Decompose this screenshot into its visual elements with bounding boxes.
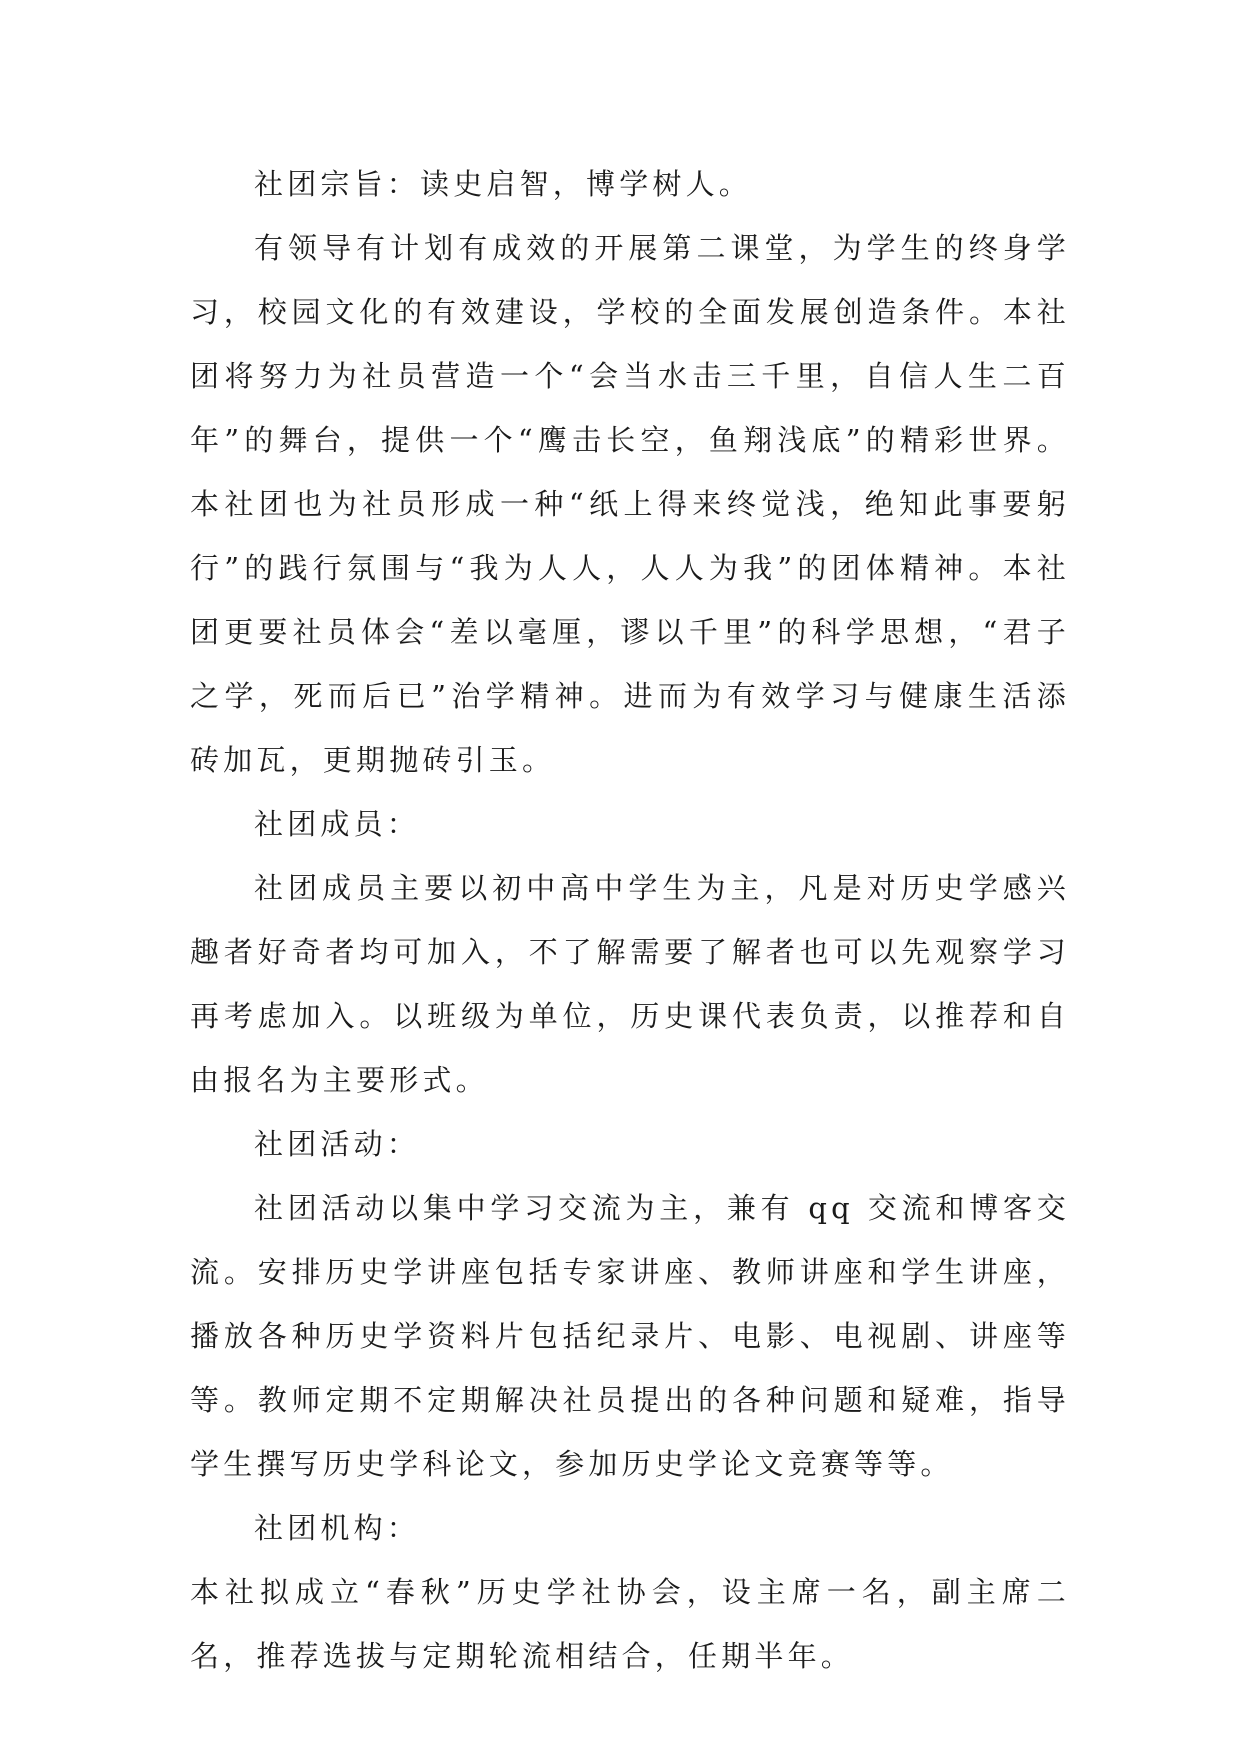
paragraph-organization-detail: 本社拟成立“春秋”历史学社协会，设主席一名，副主席二名，推荐选拔与定期轮流相结合，任期半年。 [190, 1575, 1070, 1673]
heading-organization: 社团机构： [254, 1511, 421, 1545]
paragraph-members-detail: 社团成员主要以初中高中学生为主，凡是对历史学感兴趣者好奇者均可加入，不了解需要了解者也可以先观察学习再考虑加入。以班级为单位，历史课代表负责，以推荐和自由报名为主要形式。 [190, 871, 1070, 1097]
paragraph-activities-detail: 社团活动以集中学习交流为主，兼有 qq 交流和博客交流。安排历史学讲座包括专家讲座、教师讲座和学生讲座，播放各种历史学资料片包括纪录片、电影、电视剧、讲座等等。教师定期不定期解决社员提出的各种问题和疑难，指导学生撰写历史学科论文，参加历史学论文竞赛等等。 [190, 1191, 1070, 1481]
heading-activities: 社团活动： [254, 1127, 421, 1161]
paragraph-purpose-detail: 有领导有计划有成效的开展第二课堂，为学生的终身学习，校园文化的有效建设，学校的全面发展创造条件。本社团将努力为社员营造一个“会当水击三千里，自信人生二百年”的舞台，提供一个“鹰击长空，鱼翔浅底”的精彩世界。本社团也为社员形成一种“纸上得来终觉浅，绝知此事要躬行”的践行氛围与“我为人人，人人为我”的团体精神。本社团更要社员体会“差以毫厘，谬以千里”的科学思想，“君子之学，死而后已”治学精神。进而为有效学习与健康生活添砖加瓦，更期抛砖引玉。 [190, 231, 1070, 777]
heading-members: 社团成员： [254, 807, 421, 841]
paragraph-purpose: 社团宗旨：读史启智，博学树人。 [254, 167, 753, 201]
document-body [190, 152, 1070, 1688]
